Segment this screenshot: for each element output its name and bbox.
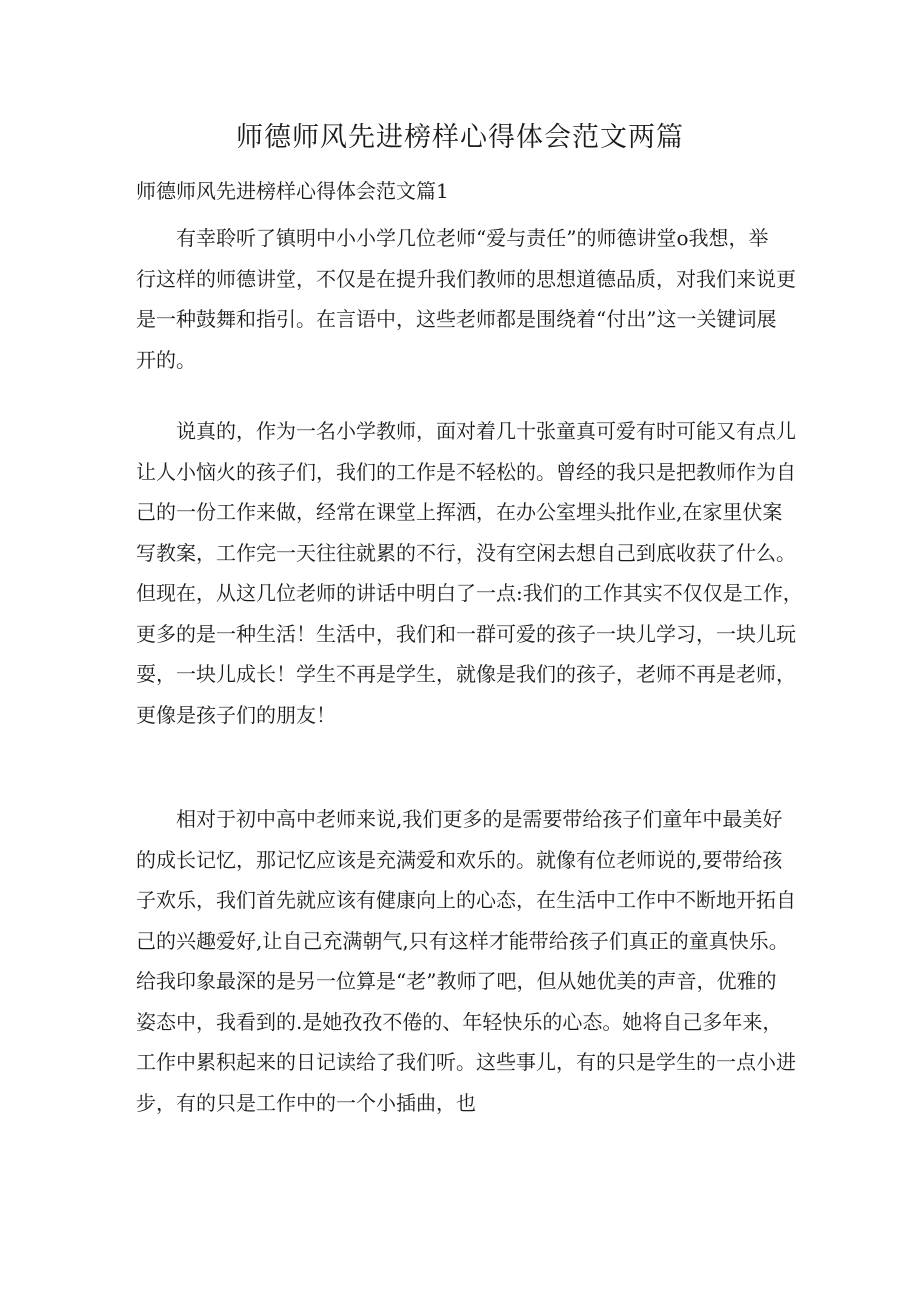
paragraph-line: 但现在，从这几位老师的讲话中明白了一点:我们的工作其实不仅仅是工作，	[136, 581, 803, 605]
paragraph-line: 更像是孩子们的朋友！	[136, 702, 336, 727]
paragraph-line: 己的一份工作来做，经常在课堂上挥洒，在办公室埋头批作业,在家里伏案	[136, 500, 783, 524]
paragraph-line: 写教案，工作完一天往往就累的不行，没有空闲去想自己到底收获了什么。	[136, 540, 796, 565]
paragraph-line: 有幸聆听了镇明中小小学几位老师“爱与责任”的师德讲堂o我想，举	[176, 226, 769, 250]
paragraph-line: 耍，一块儿成长！学生不再是学生，就像是我们的孩子，老师不再是老师，	[136, 662, 796, 686]
paragraph-line: 子欢乐，我们首先就应该有健康向上的心态，在生活中工作中不断地开拓自	[136, 888, 796, 912]
document-title: 师德师风先进榜样心得体会范文两篇	[236, 122, 684, 153]
paragraph-line: 姿态中，我看到的.是她孜孜不倦的、年轻快乐的心态。她将自己多年来，	[136, 1009, 783, 1034]
paragraph-line: 相对于初中高中老师来说,我们更多的是需要带给孩子们童年中最美好	[176, 807, 783, 831]
paragraph-3	[136, 799, 796, 1123]
paragraph-line: 让人小恼火的孩子们，我们的工作是不轻松的。曾经的我只是把教师作为自	[136, 459, 796, 484]
paragraph-line: 是一种鼓舞和指引。在言语中，这些老师都是围绕着“付出”这一关键词展	[136, 307, 777, 331]
paragraph-2	[136, 411, 803, 735]
paragraph-line: 给我印象最深的是另一位算是“老”教师了吧，但从她优美的声音，优雅的	[136, 969, 777, 993]
paragraph-line: 开的。	[136, 347, 196, 372]
paragraph-1	[136, 218, 796, 380]
section-heading: 师德师风先进榜样心得体会范文篇1	[136, 179, 449, 203]
paragraph-line: 更多的是一种生活！生活中，我们和一群可爱的孩子一块儿学习，一块儿玩	[136, 621, 796, 646]
paragraph-line: 说真的，作为一名小学教师，面对着几十张童真可爱有时可能又有点儿	[176, 419, 796, 443]
paragraph-line: 工作中累积起来的日记读给了我们听。这些事儿，有的只是学生的一点小进	[136, 1050, 796, 1074]
paragraph-line: 行这样的师德讲堂，不仅是在提升我们教师的思想道德品质，对我们来说更	[136, 266, 796, 291]
paragraph-line: 步，有的只是工作中的一个小插曲，也	[136, 1090, 476, 1115]
paragraph-line: 己的兴趣爱好,让自己充满朝气,只有这样才能带给孩子们真正的童真快乐。	[136, 928, 789, 953]
paragraph-line: 的成长记忆，那记忆应该是充满爱和欢乐的。就像有位老师说的,要带给孩	[136, 847, 783, 872]
